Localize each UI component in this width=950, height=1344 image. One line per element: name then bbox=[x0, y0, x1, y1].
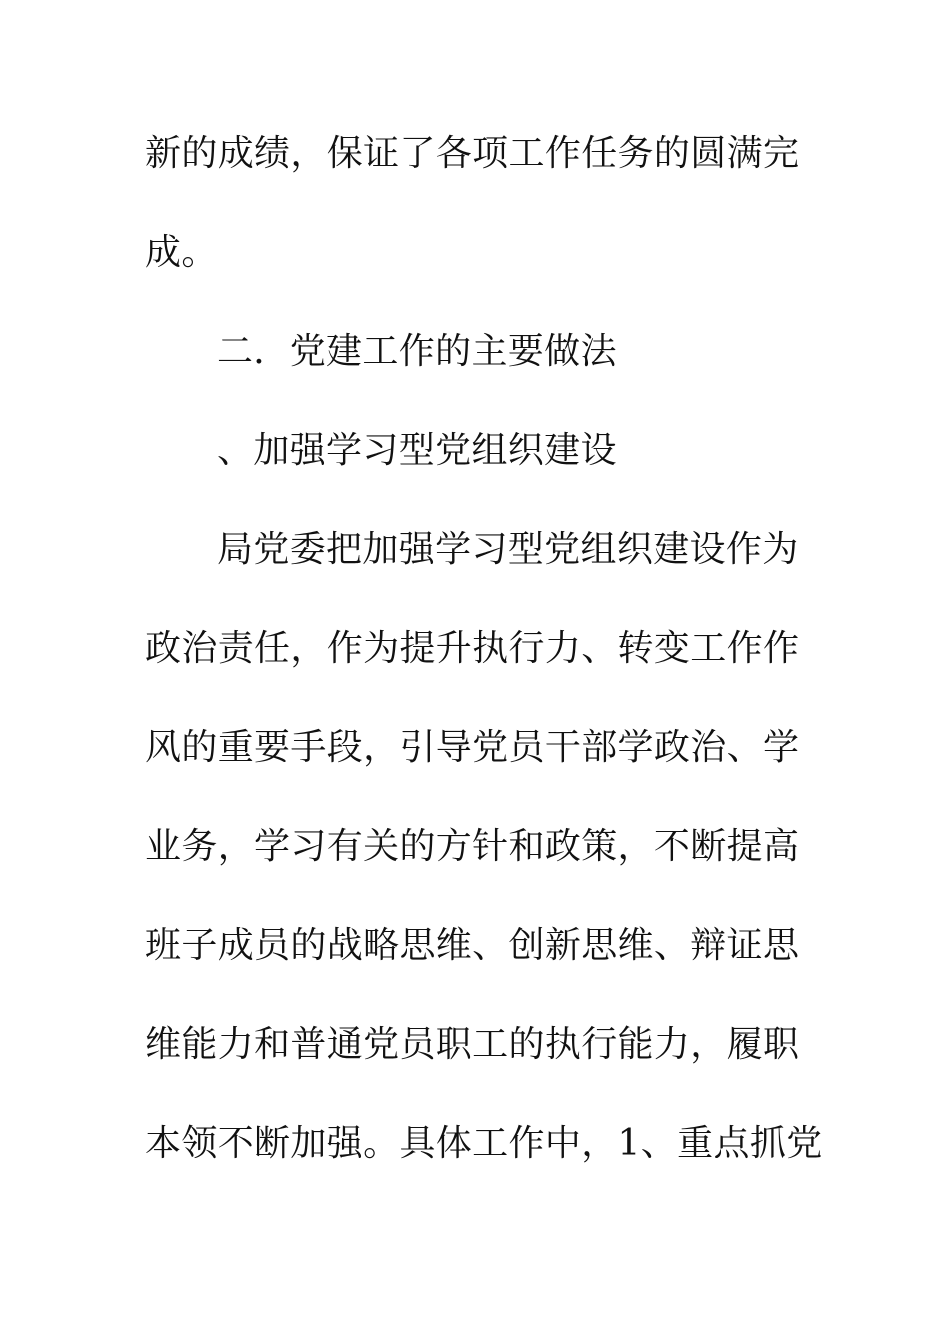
paragraph-line-9: 班子成员的战略思维、创新思维、辩证思 bbox=[145, 925, 800, 966]
paragraph-line-11: 本领不断加强。具体工作中，1、重点抓党 bbox=[145, 1123, 823, 1164]
paragraph-line-5: 局党委把加强学习型党组织建设作为 bbox=[217, 529, 799, 570]
section-heading: 二．党建工作的主要做法 bbox=[217, 331, 617, 372]
paragraph-line-1: 新的成绩，保证了各项工作任务的圆满完 bbox=[145, 133, 800, 174]
paragraph-line-6: 政治责任，作为提升执行力、转变工作作 bbox=[145, 628, 800, 669]
paragraph-line-8: 业务，学习有关的方针和政策，不断提高 bbox=[145, 826, 800, 867]
subsection-heading: 、加强学习型党组织建设 bbox=[217, 430, 617, 471]
paragraph-line-10: 维能力和普通党员职工的执行能力，履职 bbox=[145, 1024, 800, 1065]
paragraph-line-7: 风的重要手段，引导党员干部学政治、学 bbox=[145, 727, 800, 768]
paragraph-line-2: 成。 bbox=[145, 232, 218, 273]
